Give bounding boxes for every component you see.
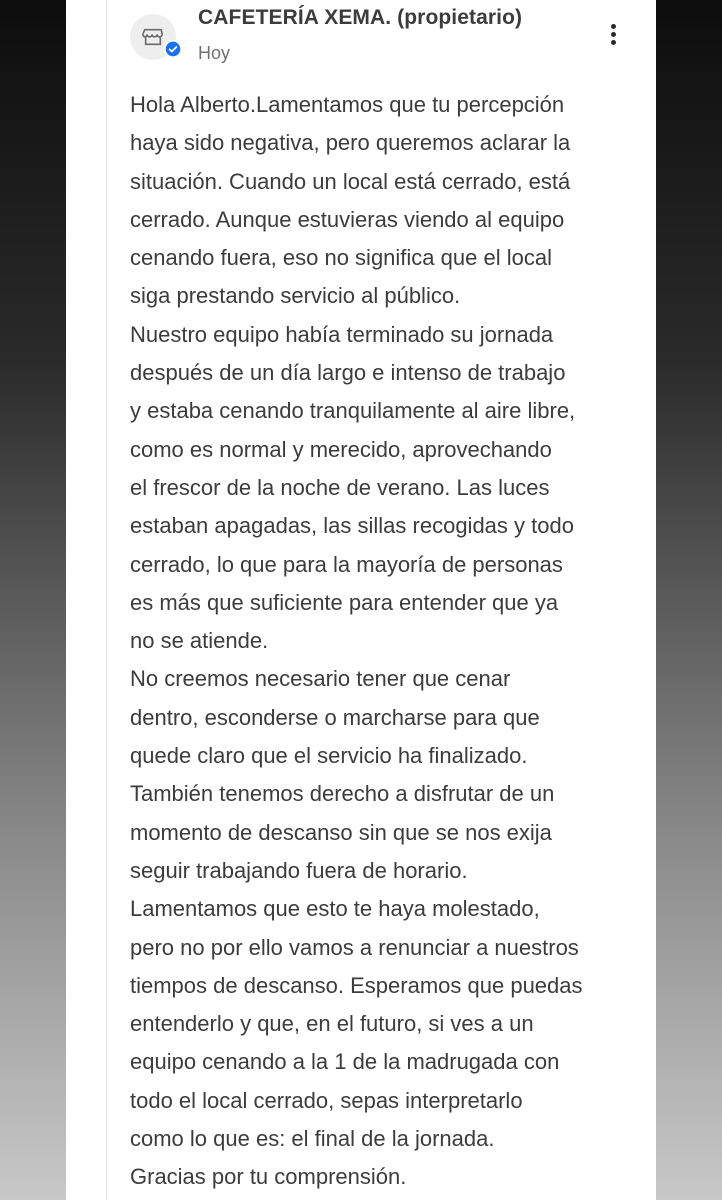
reply-line: como es normal y merecido, aprovechando [130, 436, 552, 462]
reply-line: situación. Cuando un local está cerrado, está [130, 168, 571, 194]
verified-badge [164, 40, 182, 58]
owner-reply-card [66, 0, 656, 1200]
reply-line: el frescor de la noche de verano. Las luces [130, 474, 550, 500]
reply-line: después de un día largo e intenso de trabajo [130, 360, 566, 386]
more-vert-icon [611, 32, 616, 37]
reply-line: cerrado. Aunque estuvieras viendo al equipo [130, 206, 565, 232]
reply-line: seguir trabajando fuera de horario. [130, 857, 468, 883]
verified-check-icon [165, 41, 181, 57]
reply-line: como lo que es: el final de la jornada. [130, 1126, 495, 1152]
left-background [0, 0, 66, 1200]
reply-line: y estaba cenando tranquilamente al aire libre, [130, 398, 576, 424]
reply-line: Hola Alberto.Lamentamos que tu percepción [130, 92, 565, 117]
reply-line: Lamentamos que esto te haya molestado, [130, 896, 540, 922]
reply-line: Gracias por tu comprensión. [130, 1164, 407, 1190]
reply-line: pero no por ello vamos a renunciar a nuestros [130, 934, 579, 960]
reply-line: Nuestro equipo había terminado su jornada [130, 321, 554, 347]
right-background [656, 0, 722, 1200]
reply-line: También tenemos derecho a disfrutar de un [130, 781, 555, 807]
reply-line: momento de descanso sin que se nos exija [130, 819, 552, 845]
owner-name[interactable]: CAFETERÍA XEMA. (propietario) [198, 6, 523, 29]
reply-line: quede claro que el servicio ha finalizado. [130, 743, 528, 769]
more-options-button[interactable] [602, 20, 626, 50]
reply-body [130, 86, 650, 1197]
reply-line: No creemos necesario tener que cenar [130, 666, 511, 692]
store-icon [142, 26, 164, 48]
reply-line: cerrado, lo que para la mayoría de personas [130, 551, 563, 577]
reply-line: haya sido negativa, pero queremos aclarar la [130, 130, 571, 156]
reply-line: dentro, esconderse o marcharse para que [130, 704, 540, 730]
reply-date: Hoy [198, 43, 231, 63]
reply-line: es más que suficiente para entender que ya [130, 589, 559, 615]
reply-line: equipo cenando a la 1 de la madrugada con [130, 1049, 560, 1075]
reply-line: estaban apagadas, las sillas recogidas y todo [130, 513, 574, 539]
more-vert-icon [611, 24, 616, 29]
more-vert-icon [611, 40, 616, 45]
reply-line: no se atiende. [130, 628, 269, 654]
reply-line: siga prestando servicio al público. [130, 283, 461, 309]
reply-line: todo el local cerrado, sepas interpretarlo [130, 1087, 523, 1113]
reply-header [128, 0, 648, 80]
card-divider [106, 0, 107, 1200]
reply-line: entenderlo y que, en el futuro, si ves a un [130, 1011, 534, 1037]
reply-line: tiempos de descanso. Esperamos que puedas [130, 972, 583, 998]
reply-line: cenando fuera, eso no significa que el local [130, 245, 552, 271]
